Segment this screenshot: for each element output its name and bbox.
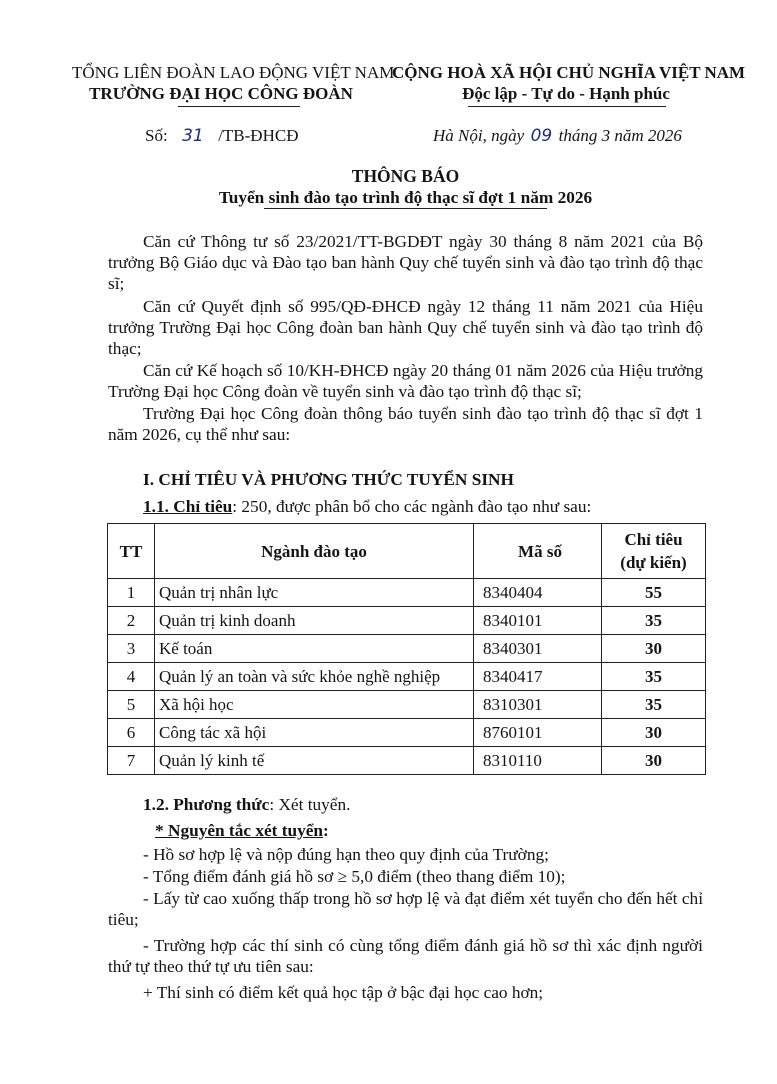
- document-subtitle: Tuyển sinh đào tạo trình độ thạc sĩ đợt 1 năm 2026: [218, 188, 593, 207]
- org-name: TRƯỜNG ĐẠI HỌC CÔNG ĐOÀN: [89, 84, 353, 103]
- cell-tt: 5: [108, 691, 155, 719]
- org-parent: TỔNG LIÊN ĐOÀN LAO ĐỘNG VIỆT NAM: [72, 63, 395, 82]
- cell-code: 8340417: [474, 663, 602, 691]
- table-row: [108, 607, 706, 635]
- cell-tt: 7: [108, 747, 155, 775]
- preamble-2: Căn cứ Quyết định số 995/QĐ-ĐHCĐ ngày 12 tháng 11 năm 2021 của Hiệu trưởng Trường Đại học Công đoàn ban hành Quy chế tuyển sinh và đào tạo trình độ thạc;: [108, 297, 703, 358]
- subtitle-underline: [264, 208, 547, 209]
- cell-tt: 3: [108, 635, 155, 663]
- cell-tt: 4: [108, 663, 155, 691]
- cell-tt: 6: [108, 719, 155, 747]
- col-header-quota: Chỉ tiêu (dự kiến): [602, 524, 706, 579]
- table-row: [108, 691, 706, 719]
- cell-code: 8340101: [474, 607, 602, 635]
- doc-date: Hà Nội, ngày 09 tháng 3 năm 2026: [433, 126, 682, 146]
- cell-code: 8310110: [474, 747, 602, 775]
- cell-quota: 30: [602, 747, 706, 775]
- org-underline: [178, 106, 300, 107]
- principle-5: + Thí sinh có điểm kết quả học tập ở bậc đại học cao hơn;: [143, 983, 544, 1002]
- cell-code: 8310301: [474, 691, 602, 719]
- principle-4: - Trường hợp các thí sinh có cùng tổng điểm đánh giá hồ sơ thì xác định người thứ tự theo thứ tự ưu tiên sau:: [108, 936, 703, 976]
- handwritten-number: 31: [182, 126, 204, 146]
- cell-name: Quản trị nhân lực: [155, 579, 474, 607]
- cell-quota: 30: [602, 719, 706, 747]
- col-header-tt: TT: [108, 524, 155, 579]
- cell-name: Quản trị kinh doanh: [155, 607, 474, 635]
- principles-heading: * Nguyên tắc xét tuyển:: [155, 821, 329, 840]
- national-motto: Độc lập - Tự do - Hạnh phúc: [462, 84, 670, 103]
- table-row: [108, 747, 706, 775]
- cell-code: 8760101: [474, 719, 602, 747]
- quota-line: 1.1. Chỉ tiêu: 250, được phân bổ cho các ngành đào tạo như sau:: [143, 497, 592, 516]
- handwritten-day: 09: [530, 126, 553, 146]
- col-header-code: Mã số: [474, 524, 602, 579]
- cell-quota: 35: [602, 607, 706, 635]
- preamble-4: Trường Đại học Công đoàn thông báo tuyển sinh đào tạo trình độ thạc sĩ đợt 1 năm 2026, cụ thể như sau:: [108, 404, 703, 444]
- table-row: [108, 719, 706, 747]
- principle-3: - Lấy từ cao xuống thấp trong hồ sơ hợp lệ và đạt điểm xét tuyển cho đến hết chỉ tiêu;: [108, 889, 703, 929]
- doc-number: Số: 31 /TB-ĐHCĐ: [145, 126, 299, 146]
- method-line: 1.2. Phương thức: Xét tuyển.: [143, 795, 351, 814]
- principle-1: - Hồ sơ hợp lệ và nộp đúng hạn theo quy định của Trường;: [143, 845, 549, 864]
- cell-name: Quản lý kinh tế: [155, 747, 474, 775]
- principle-2: - Tổng điểm đánh giá hồ sơ ≥ 5,0 điểm (theo thang điểm 10);: [143, 867, 566, 886]
- cell-code: 8340404: [474, 579, 602, 607]
- cell-tt: 2: [108, 607, 155, 635]
- preamble-3: Căn cứ Kế hoạch số 10/KH-ĐHCĐ ngày 20 tháng 01 năm 2026 của Hiệu trưởng Trường Đại học Công đoàn về tuyển sinh và đào tạo trình độ thạc sĩ;: [108, 361, 703, 401]
- cell-name: Kế toán: [155, 635, 474, 663]
- national-title: CỘNG HOÀ XÃ HỘI CHỦ NGHĨA VIỆT NAM: [392, 63, 746, 82]
- col-header-name: Ngành đào tạo: [155, 524, 474, 579]
- cell-tt: 1: [108, 579, 155, 607]
- cell-code: 8340301: [474, 635, 602, 663]
- cell-name: Xã hội học: [155, 691, 474, 719]
- table-header-row: [108, 524, 706, 579]
- preamble-1: Căn cứ Thông tư số 23/2021/TT-BGDĐT ngày 30 tháng 8 năm 2021 của Bộ trưởng Bộ Giáo dục và Đào tạo ban hành Quy chế tuyển sinh và đào tạo trình độ thạc sĩ;: [108, 232, 703, 293]
- quota-table: [107, 523, 706, 775]
- document-title: THÔNG BÁO: [351, 166, 460, 186]
- cell-name: Công tác xã hội: [155, 719, 474, 747]
- cell-quota: 35: [602, 663, 706, 691]
- table-row: [108, 635, 706, 663]
- cell-quota: 55: [602, 579, 706, 607]
- cell-quota: 30: [602, 635, 706, 663]
- table-row: [108, 579, 706, 607]
- cell-quota: 35: [602, 691, 706, 719]
- motto-underline: [468, 106, 666, 107]
- cell-name: Quản lý an toàn và sức khỏe nghề nghiệp: [155, 663, 474, 691]
- section-heading: I. CHỈ TIÊU VÀ PHƯƠNG THỨC TUYỂN SINH: [143, 470, 514, 489]
- table-row: [108, 663, 706, 691]
